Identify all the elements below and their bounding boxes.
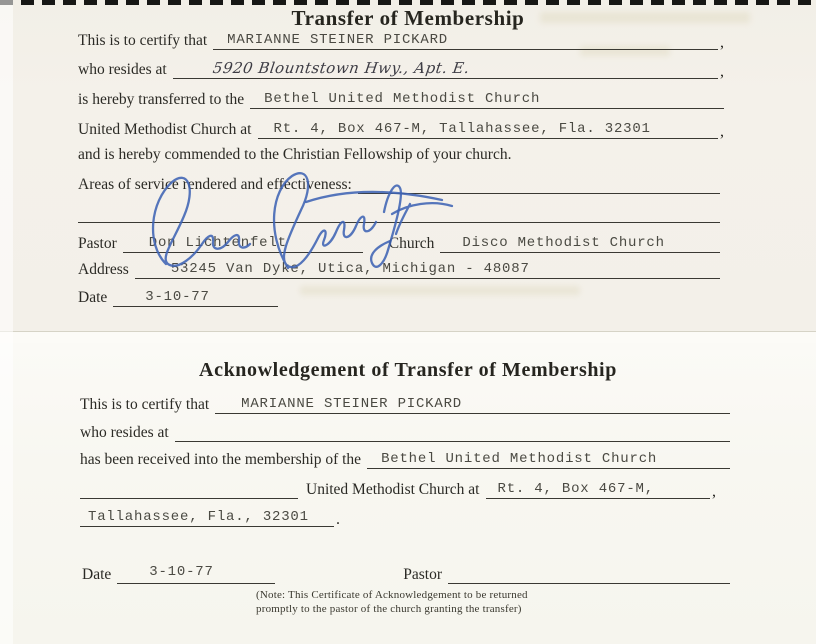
pastor-label: Pastor bbox=[403, 566, 443, 583]
pastor-line bbox=[448, 559, 730, 584]
areas-row-2 bbox=[78, 199, 720, 223]
trailing-period: . bbox=[336, 511, 340, 528]
areas-label: Areas of service rendered and effectiveness: bbox=[78, 176, 352, 193]
acknowledgement-card bbox=[0, 343, 816, 644]
typed-date: 3-10-77 bbox=[149, 564, 214, 580]
received-row bbox=[80, 445, 730, 469]
return-note-line2: promptly to the pastor of the church granting the transfer) bbox=[256, 603, 522, 615]
commended-text: and is hereby commended to the Christian Fellowship of your church. bbox=[78, 146, 512, 163]
address-label: Address bbox=[78, 261, 129, 278]
scanner-edge bbox=[0, 0, 13, 644]
name-line bbox=[213, 25, 718, 50]
date-line bbox=[117, 559, 275, 584]
typed-date: 3-10-77 bbox=[145, 289, 210, 305]
trailing-comma: , bbox=[720, 123, 724, 140]
pastor-line bbox=[123, 228, 363, 253]
typed-church: Bethel United Methodist Church bbox=[264, 91, 541, 107]
resides-label: who resides at bbox=[78, 61, 167, 78]
date-label: Date bbox=[78, 289, 108, 306]
umc-address-line bbox=[486, 474, 711, 499]
typed-name: MARIANNE STEINER PICKARD bbox=[227, 32, 448, 48]
umc-at-label: United Methodist Church at bbox=[78, 121, 252, 138]
torn-perforation-edge bbox=[0, 0, 816, 5]
resides-row bbox=[80, 418, 730, 442]
ink-bleedthrough bbox=[300, 286, 580, 295]
pastor-church-row bbox=[78, 229, 720, 253]
return-note-line1: (Note: This Certificate of Acknowledgement to be returned bbox=[256, 589, 528, 601]
certify-row bbox=[80, 390, 730, 414]
certify-label: This is to certify that bbox=[80, 396, 210, 413]
umc-at-label: United Methodist Church at bbox=[306, 481, 480, 498]
received-label: has been received into the membership of the bbox=[80, 451, 362, 468]
areas-line-2 bbox=[78, 198, 720, 223]
certify-row bbox=[78, 26, 724, 50]
city-line bbox=[80, 502, 334, 527]
transfer-title: Transfer of Membership bbox=[291, 6, 525, 30]
pastor-label: Pastor bbox=[78, 235, 117, 252]
umc-at-row bbox=[78, 115, 724, 139]
typed-pastor-church: Disco Methodist Church bbox=[462, 235, 665, 251]
trailing-comma: , bbox=[720, 34, 724, 51]
certify-label: This is to certify that bbox=[78, 32, 208, 49]
trailing-comma: , bbox=[712, 483, 716, 500]
typed-pastor-address: 53245 Van Dyke, Utica, Michigan - 48087 bbox=[170, 261, 530, 277]
pastor-address-line bbox=[135, 254, 720, 279]
typed-umc-address: Rt. 4, Box 467-M, bbox=[497, 481, 654, 497]
date-row bbox=[78, 283, 278, 307]
typed-name: MARIANNE STEINER PICKARD bbox=[241, 396, 462, 412]
areas-line bbox=[358, 169, 720, 194]
resides-row bbox=[78, 55, 724, 79]
blank-lead-line bbox=[80, 474, 298, 499]
areas-row bbox=[78, 170, 720, 194]
typed-city: Tallahassee, Fla., 32301 bbox=[88, 509, 309, 525]
umc-at-row bbox=[80, 475, 716, 499]
handwritten-address: 5920 Blountstown Hwy., Apt. E. bbox=[211, 59, 471, 77]
ink-bleedthrough bbox=[540, 12, 750, 23]
typed-umc-address: Rt. 4, Box 467-M, Tallahassee, Fla. 32301 bbox=[273, 121, 651, 137]
address-line bbox=[173, 54, 718, 79]
transferred-label: is hereby transferred to the bbox=[78, 91, 245, 108]
name-line bbox=[215, 389, 730, 414]
typed-church: Bethel United Methodist Church bbox=[381, 451, 658, 467]
pastor-church-line bbox=[440, 228, 720, 253]
pastor-address-row bbox=[78, 255, 720, 279]
date-label: Date bbox=[82, 566, 112, 583]
church-line bbox=[367, 444, 730, 469]
resides-label: who resides at bbox=[80, 424, 169, 441]
acknowledgement-title: Acknowledgement of Transfer of Membership bbox=[199, 359, 617, 381]
typed-pastor-name: Don Lichtenfelt bbox=[148, 235, 287, 251]
trailing-comma: , bbox=[720, 63, 724, 80]
date-pastor-row bbox=[82, 560, 730, 584]
church-line bbox=[250, 84, 724, 109]
blank-address-line bbox=[175, 417, 730, 442]
transferred-row bbox=[78, 85, 724, 109]
return-note bbox=[256, 588, 528, 616]
city-row bbox=[80, 503, 340, 527]
umc-address-line bbox=[258, 114, 719, 139]
date-line bbox=[113, 282, 278, 307]
church-label: Church bbox=[388, 235, 435, 252]
